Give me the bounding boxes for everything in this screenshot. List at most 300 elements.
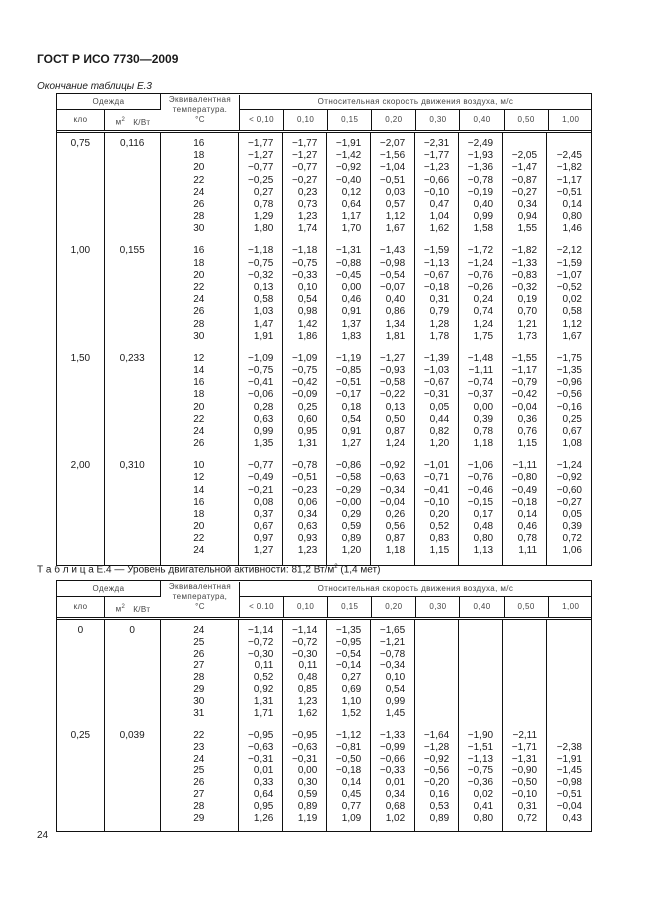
group-block [327, 353, 361, 451]
group-block [459, 460, 493, 558]
pmv-value: 0,31 [429, 294, 450, 306]
pmv-value: −0,10 [423, 496, 450, 508]
pmv-value: 1,62 [429, 223, 450, 235]
pmv-value: 0,18 [341, 401, 362, 413]
group-block [57, 460, 104, 558]
pmv-value: 1,21 [517, 318, 538, 330]
column-speed-4 [415, 620, 459, 831]
pmv-value: −1,14 [248, 625, 274, 636]
column-clo [57, 620, 105, 831]
pmv-value: 0,23 [297, 186, 318, 198]
temperature-value: 22 [193, 281, 205, 293]
header-speed-6: 0,50 [505, 597, 549, 617]
cell [105, 319, 160, 331]
pmv-value [547, 649, 582, 661]
pmv-value: 0,86 [385, 306, 406, 318]
temperature-value: 30 [193, 330, 205, 342]
pmv-value: −1,71 [511, 741, 538, 753]
group-block [57, 138, 104, 236]
cell [57, 426, 104, 438]
pmv-value: −0,33 [291, 269, 318, 281]
pmv-value: 1,08 [562, 438, 582, 450]
header-speed-1: 0,10 [284, 110, 328, 130]
pmv-value: −0,20 [423, 777, 450, 789]
pmv-value: 0,25 [297, 401, 318, 413]
pmv-value: −0,60 [556, 484, 582, 496]
cell [105, 660, 160, 672]
pmv-value: −1,90 [467, 729, 494, 741]
pmv-value: 1,58 [473, 223, 494, 235]
group-block [283, 730, 317, 824]
pmv-value: −1,27 [291, 150, 318, 162]
pmv-value: −1,77 [423, 150, 450, 162]
caption-suffix: (1,4 мет) [337, 564, 381, 576]
cell [57, 660, 104, 672]
table-e4 [56, 580, 592, 832]
cell [105, 813, 160, 825]
pmv-value [459, 637, 493, 649]
pmv-value: −0,36 [467, 777, 494, 789]
pmv-value: −0,96 [556, 377, 582, 389]
pmv-value: −0,27 [511, 186, 538, 198]
cell [57, 389, 104, 401]
pmv-value: −0,98 [379, 257, 406, 269]
pmv-value: 1,34 [385, 318, 406, 330]
temperature-value: 18 [193, 389, 205, 401]
pmv-value: 0,83 [429, 533, 450, 545]
pmv-value: 0,97 [253, 533, 274, 545]
cell [105, 438, 160, 450]
cell [105, 777, 160, 789]
group-block [459, 625, 493, 719]
temperature-value: 18 [193, 257, 205, 269]
pmv-value: −0,29 [335, 484, 362, 496]
pmv-value: 0,52 [253, 672, 274, 684]
pmv-value: −1,35 [335, 625, 362, 636]
temperature-value: 10 [193, 460, 205, 472]
temperature-value: 14 [193, 484, 205, 496]
pmv-value: 0,39 [473, 413, 494, 425]
pmv-value: 0,46 [341, 294, 362, 306]
pmv-value: 0,54 [385, 683, 406, 695]
pmv-value: 1,27 [341, 438, 362, 450]
pmv-value [547, 672, 582, 684]
pmv-value: 0,78 [253, 198, 274, 210]
pmv-value: 0,98 [297, 306, 318, 318]
group-block [547, 245, 582, 343]
pmv-value: 0,99 [253, 425, 274, 437]
temperature-value: 16 [193, 496, 205, 508]
group-block [239, 245, 273, 343]
column-temperature [161, 620, 240, 831]
pmv-value: 1,86 [297, 330, 318, 342]
cell [57, 294, 104, 306]
pmv-value: −1,07 [556, 269, 582, 281]
pmv-value: 0,89 [297, 800, 318, 812]
temperature-value: 22 [193, 729, 205, 741]
cell [57, 754, 104, 766]
table-e4-caption [37, 564, 380, 575]
pmv-value: 0,10 [385, 672, 406, 684]
pmv-value: 0,14 [517, 508, 538, 520]
pmv-value: −0,22 [379, 389, 406, 401]
group-block [503, 245, 537, 343]
header-speed-1: 0,10 [284, 597, 328, 617]
cell [105, 223, 160, 235]
pmv-value: 0,03 [385, 186, 406, 198]
pmv-value: −0,63 [379, 472, 406, 484]
pmv-value: 0,19 [517, 294, 538, 306]
group-block [57, 245, 104, 343]
column-speed-6 [503, 133, 547, 565]
pmv-value: −0,04 [379, 496, 406, 508]
pmv-value: −1,09 [248, 352, 274, 364]
pmv-value [503, 696, 537, 708]
pmv-value: 1,20 [429, 438, 450, 450]
temperature-value: 27 [193, 788, 205, 800]
pmv-value: −0,21 [248, 484, 274, 496]
column-speed-5 [459, 620, 503, 831]
pmv-value: 0,31 [517, 800, 538, 812]
pmv-value: −0,63 [291, 741, 318, 753]
pmv-value: −0,77 [291, 162, 318, 174]
column-speed-7 [547, 133, 591, 565]
pmv-value: −1,77 [248, 138, 274, 149]
pmv-value: −1,13 [423, 257, 450, 269]
pmv-value: 0,69 [341, 683, 362, 695]
pmv-value [503, 672, 537, 684]
header-speed-5: 0,40 [461, 110, 505, 130]
pmv-value: −1,09 [291, 352, 318, 364]
pmv-value: −1,56 [379, 150, 406, 162]
pmv-value: 0,78 [517, 533, 538, 545]
temperature-value: 24 [193, 625, 205, 636]
pmv-value: 1,35 [253, 438, 274, 450]
temperature-value: 22 [193, 174, 205, 186]
pmv-value: −0,74 [467, 377, 494, 389]
pmv-value: −0,92 [556, 472, 582, 484]
cell [57, 472, 104, 484]
pmv-value: −0,58 [335, 472, 362, 484]
unit-superscript: 2 [121, 604, 126, 610]
cell [57, 708, 104, 720]
pmv-value: −1,17 [511, 364, 538, 376]
cell [57, 509, 104, 521]
header-speed-2: 0,15 [328, 597, 372, 617]
pmv-value: −0,77 [248, 460, 274, 472]
cell [105, 377, 160, 389]
page-number: 24 [37, 830, 49, 841]
pmv-value: 0,11 [298, 660, 318, 672]
pmv-value: −0,93 [379, 364, 406, 376]
temperature-value: 30 [193, 223, 205, 235]
cell [57, 438, 104, 450]
pmv-value: −0,46 [467, 484, 494, 496]
pmv-value: −1,06 [467, 460, 494, 472]
pmv-value: −1,65 [379, 625, 406, 636]
header-speed-4: 0,30 [416, 597, 460, 617]
pmv-value: −1,42 [335, 150, 362, 162]
pmv-value: 0,37 [253, 508, 274, 520]
cell [105, 211, 160, 223]
pmv-value: 0,64 [253, 788, 274, 800]
pmv-value [547, 708, 582, 720]
pmv-value: −0,50 [335, 753, 362, 765]
group-block [57, 730, 104, 824]
pmv-value: −0,51 [556, 788, 582, 800]
pmv-value: −1,12 [335, 729, 362, 741]
pmv-value: −1,33 [379, 729, 406, 741]
pmv-value: 1,74 [297, 223, 318, 235]
insulation-value: 0,155 [119, 245, 145, 257]
group-block [327, 138, 361, 236]
insulation-value: 0,310 [119, 460, 145, 472]
table-body [57, 620, 591, 831]
pmv-value: −1,33 [511, 257, 538, 269]
pmv-value: 0,67 [562, 425, 582, 437]
pmv-value: 1,06 [562, 545, 582, 557]
group-block [327, 625, 361, 719]
cell [105, 754, 160, 766]
pmv-value: 0,74 [473, 306, 494, 318]
pmv-value: 0,77 [341, 800, 362, 812]
pmv-value: −1,77 [291, 138, 318, 149]
pmv-value: −0,31 [423, 389, 450, 401]
pmv-value: −0,95 [335, 636, 362, 648]
cell [57, 319, 104, 331]
temperature-value: 22 [193, 413, 205, 425]
group-block [161, 460, 205, 558]
pmv-value: 1,04 [429, 211, 450, 223]
pmv-value: 1,81 [385, 330, 406, 342]
cell [57, 270, 104, 282]
pmv-value [503, 660, 537, 672]
temperature-value: 16 [193, 245, 205, 257]
pmv-value: −1,19 [335, 352, 362, 364]
pmv-value: 0,48 [297, 672, 318, 684]
pmv-value: −0,51 [291, 472, 318, 484]
group-block [105, 625, 160, 719]
temperature-value: 25 [193, 765, 205, 777]
pmv-value: −0,15 [467, 496, 494, 508]
temperature-value: 30 [193, 695, 205, 707]
pmv-value [547, 684, 582, 696]
column-speed-4 [415, 133, 459, 565]
pmv-value: −0,92 [379, 460, 406, 472]
temperature-value: 28 [193, 211, 205, 223]
pmv-value [415, 649, 449, 661]
pmv-value: 1,12 [562, 318, 582, 330]
cell [57, 545, 104, 557]
pmv-value: 1,31 [253, 695, 274, 707]
pmv-value: −1,59 [423, 245, 450, 257]
pmv-value: −0,99 [379, 741, 406, 753]
pmv-value [459, 696, 493, 708]
cell [105, 789, 160, 801]
cell [105, 162, 160, 174]
pmv-value: 0,43 [562, 812, 582, 824]
cell [105, 199, 160, 211]
header-speed-0: < 0.10 [240, 597, 284, 617]
pmv-value: −0,34 [379, 484, 406, 496]
cell [57, 765, 104, 777]
pmv-value: −1,31 [335, 245, 362, 257]
pmv-value: −0,92 [423, 753, 450, 765]
pmv-value: 0,78 [473, 425, 494, 437]
column-speed-3 [371, 133, 415, 565]
pmv-value: −1,35 [556, 364, 582, 376]
group-block [239, 138, 273, 236]
pmv-value: −0,67 [423, 377, 450, 389]
pmv-value: 1,70 [341, 223, 362, 235]
cell [57, 742, 104, 754]
pmv-value: −1,04 [379, 162, 406, 174]
group-block [105, 730, 160, 824]
pmv-value: 1,37 [341, 318, 362, 330]
pmv-value: 0,91 [341, 306, 362, 318]
pmv-value: −0,56 [556, 389, 582, 401]
temperature-value: 12 [193, 472, 205, 484]
cell [57, 187, 104, 199]
pmv-value [415, 708, 449, 720]
group-block [239, 625, 273, 719]
pmv-value: 0,01 [253, 765, 274, 777]
pmv-value: 0,67 [253, 521, 274, 533]
temperature-value: 26 [193, 438, 205, 450]
pmv-value: −0,23 [291, 484, 318, 496]
pmv-value: 0,54 [297, 294, 318, 306]
pmv-value: −0,31 [291, 753, 318, 765]
column-speed-5 [459, 133, 503, 565]
cell [105, 402, 160, 414]
group-block [415, 730, 449, 824]
pmv-value: 1,11 [518, 545, 538, 557]
cell [105, 389, 160, 401]
pmv-value: −0,66 [423, 174, 450, 186]
pmv-value: −1,03 [423, 364, 450, 376]
header-speed-7: 1,00 [562, 115, 580, 124]
pmv-value: −0,58 [379, 377, 406, 389]
pmv-value: 0,56 [385, 521, 406, 533]
cell [105, 365, 160, 377]
pmv-value [503, 708, 537, 720]
pmv-value: −0,06 [248, 389, 274, 401]
header-speed-3: 0,20 [372, 110, 416, 130]
pmv-value: −2,11 [512, 729, 538, 741]
temperature-value: 27 [193, 660, 205, 672]
pmv-value: 1,73 [517, 330, 538, 342]
group-block [415, 460, 449, 558]
pmv-value: 0,02 [562, 294, 582, 306]
cell [57, 199, 104, 211]
pmv-value: 0,40 [385, 294, 406, 306]
header-temperature [161, 582, 240, 617]
cell [57, 223, 104, 235]
pmv-value: −1,51 [467, 741, 494, 753]
pmv-value: −0,95 [248, 729, 274, 741]
pmv-value: 1,13 [473, 545, 494, 557]
pmv-value: −1,11 [468, 364, 494, 376]
pmv-value: −1,82 [556, 162, 582, 174]
unit-m: м [115, 117, 122, 127]
pmv-value: 0,54 [341, 413, 362, 425]
header-speed-2: 0,15 [328, 110, 372, 130]
pmv-value: 0,00 [341, 281, 362, 293]
pmv-value: −0,78 [291, 460, 318, 472]
pmv-value: −1,31 [511, 753, 538, 765]
column-speed-0 [239, 133, 283, 565]
pmv-value: 0,24 [473, 294, 494, 306]
cell [105, 472, 160, 484]
pmv-value: 1,75 [473, 330, 494, 342]
cell [57, 813, 104, 825]
cell [57, 402, 104, 414]
pmv-value: 1,18 [385, 545, 406, 557]
header-speed-3: 0,20 [372, 597, 416, 617]
clo-value: 0 [77, 625, 84, 636]
group-block [161, 245, 205, 343]
cell [105, 637, 160, 649]
pmv-value: −0,77 [248, 162, 274, 174]
group-block [459, 245, 493, 343]
pmv-value: −0,49 [248, 472, 274, 484]
pmv-value: −0,63 [248, 741, 274, 753]
temperature-value: 20 [193, 521, 205, 533]
header-clo: кло [57, 110, 105, 130]
pmv-value: −0,27 [291, 174, 318, 186]
table-e3 [56, 93, 592, 566]
header-temperature-line: температура. [172, 105, 228, 114]
pmv-value: 0,45 [341, 788, 362, 800]
pmv-value: −1,93 [467, 150, 494, 162]
header-air-speed: Относительная скорость движения воздуха, м/с [240, 94, 591, 110]
pmv-value: 0,39 [562, 521, 582, 533]
cell [57, 162, 104, 174]
pmv-value: 0,99 [385, 695, 406, 707]
column-speed-7 [547, 620, 591, 831]
group-block [327, 730, 361, 824]
pmv-value: 0,57 [385, 198, 406, 210]
pmv-value: −0,75 [248, 364, 274, 376]
pmv-value: −2,45 [556, 150, 582, 162]
pmv-value: −0,87 [511, 174, 538, 186]
cell [105, 649, 160, 661]
pmv-value: −1,55 [511, 352, 538, 364]
cell [57, 414, 104, 426]
pmv-value: 1,29 [253, 211, 274, 223]
cell [105, 258, 160, 270]
clo-value: 1,50 [70, 352, 91, 364]
pmv-value: 0,17 [473, 508, 494, 520]
pmv-value: −1,48 [467, 352, 494, 364]
pmv-value: −0,14 [335, 660, 362, 672]
header-speed-7: 1,00 [562, 602, 580, 611]
clo-value: 2,00 [70, 460, 91, 472]
pmv-value: −0,19 [467, 186, 494, 198]
pmv-value: 0,01 [385, 777, 406, 789]
header-speed-6: 0,50 [505, 110, 549, 130]
group-block [415, 625, 449, 719]
pmv-value: −0,67 [423, 269, 450, 281]
cell [57, 306, 104, 318]
cell [105, 684, 160, 696]
temperature-value: 18 [193, 150, 205, 162]
pmv-value: −1,24 [467, 257, 494, 269]
pmv-value: 0,27 [341, 672, 362, 684]
column-speed-2 [327, 620, 371, 831]
pmv-value: 1,12 [385, 211, 406, 223]
group-block [283, 460, 317, 558]
